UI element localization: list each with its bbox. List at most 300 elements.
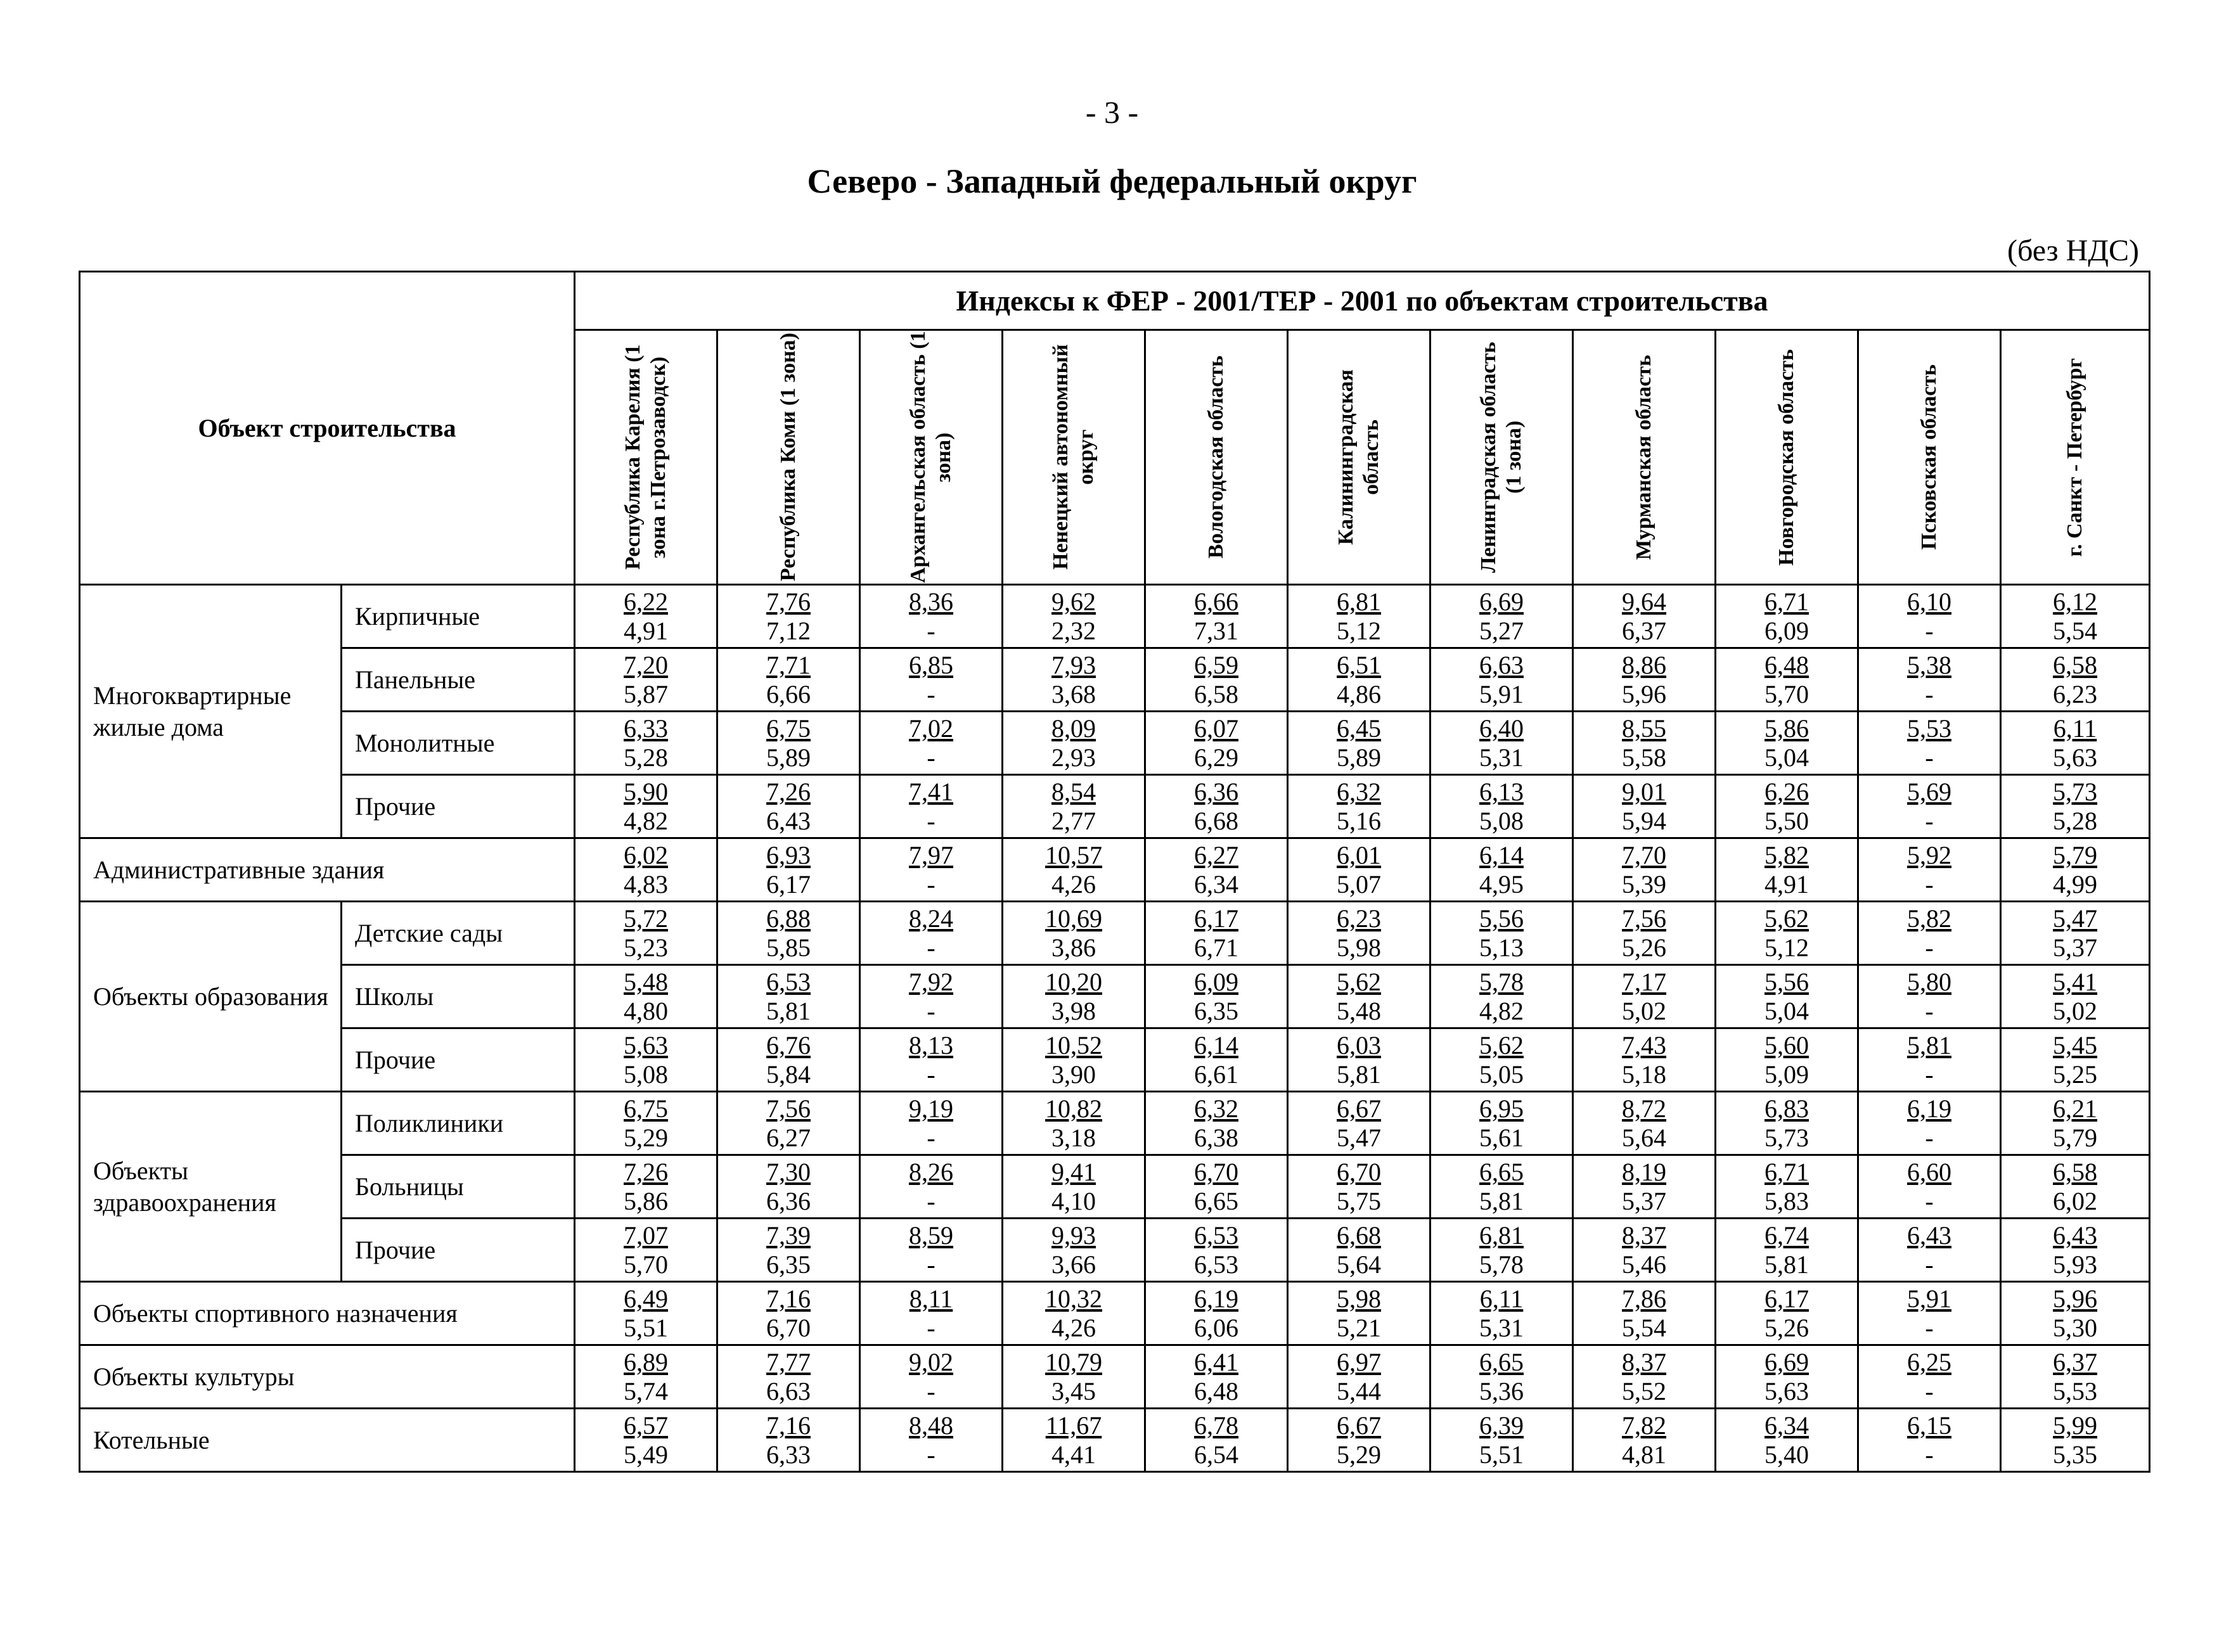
index-cell — [1573, 1219, 1716, 1282]
index-cell — [1288, 712, 1430, 775]
index-ter-value: 4,99 — [2053, 869, 2098, 899]
index-fer-value: 6,22 — [624, 587, 669, 617]
index-ter-value: 4,82 — [1479, 996, 1524, 1025]
index-cell — [717, 1155, 860, 1219]
index-fer-value: 6,78 — [1194, 1411, 1239, 1440]
index-ter-value: 2,32 — [1051, 616, 1096, 645]
index-fer-value: 6,69 — [1764, 1348, 1809, 1377]
index-fer-value: 6,14 — [1194, 1031, 1239, 1060]
index-cell — [1430, 838, 1573, 902]
index-fer-value: 7,39 — [766, 1221, 811, 1250]
region-label: Республика Карелия (1 зона г.Петрозаводск) — [620, 344, 671, 570]
index-cell — [2001, 1282, 2150, 1345]
index-cell — [2001, 1028, 2150, 1092]
index-cell — [1288, 902, 1430, 965]
table-row — [80, 965, 2150, 1028]
index-fer-value: 9,62 — [1051, 587, 1096, 617]
index-ter-value: 5,87 — [624, 679, 669, 708]
index-fer-value: 6,71 — [1764, 1158, 1809, 1187]
index-cell — [1716, 1282, 1858, 1345]
index-cell — [1430, 1345, 1573, 1409]
index-fer-value: 6,10 — [1907, 587, 1952, 617]
row-label: Котельные — [80, 1409, 575, 1472]
index-ter-value: 3,66 — [1051, 1250, 1096, 1279]
region-label: Вологодская область — [1204, 355, 1228, 559]
index-fer-value: 6,37 — [2053, 1348, 2098, 1377]
index-ter-value: 5,28 — [624, 743, 669, 772]
index-fer-value: 6,65 — [1479, 1158, 1524, 1187]
index-cell — [717, 1219, 860, 1282]
index-fer-value: 6,68 — [1337, 1221, 1382, 1250]
index-fer-value: 6,48 — [1764, 651, 1809, 680]
index-ter-value: - — [1925, 996, 1934, 1025]
table-row — [80, 838, 2150, 902]
index-cell — [1573, 1345, 1716, 1409]
index-cell — [1288, 1092, 1430, 1155]
table-row — [80, 712, 2150, 775]
index-cell — [575, 902, 717, 965]
region-label: Республика Коми (1 зона) — [776, 333, 800, 582]
index-ter-value: - — [1925, 1440, 1934, 1469]
index-ter-value: 6,53 — [1194, 1250, 1239, 1279]
index-ter-value: 6,66 — [766, 679, 811, 708]
index-ter-value: 4,86 — [1337, 679, 1382, 708]
index-ter-value: - — [1925, 869, 1934, 899]
index-ter-value: 5,48 — [1337, 996, 1382, 1025]
index-fer-value: 10,20 — [1045, 968, 1103, 997]
table-row — [80, 1155, 2150, 1219]
index-ter-value: 5,64 — [1622, 1123, 1667, 1152]
index-cell — [1003, 712, 1145, 775]
index-cell — [1858, 585, 2001, 648]
index-fer-value: 5,60 — [1764, 1031, 1809, 1060]
index-ter-value: 5,09 — [1764, 1060, 1809, 1089]
region-header — [1288, 330, 1430, 585]
index-fer-value: 5,79 — [2053, 841, 2098, 870]
row-label: Больницы — [342, 1155, 575, 1219]
index-cell — [1003, 838, 1145, 902]
index-ter-value: 6,29 — [1194, 743, 1239, 772]
index-cell — [1288, 965, 1430, 1028]
index-fer-value: 7,02 — [909, 714, 954, 743]
index-ter-value: 5,25 — [2053, 1060, 2098, 1089]
index-ter-value: - — [927, 1376, 935, 1405]
index-cell — [1145, 1409, 1288, 1472]
index-fer-value: 6,23 — [1337, 904, 1382, 933]
index-cell — [1430, 1409, 1573, 1472]
region-header — [1716, 330, 1858, 585]
index-ter-value: 5,70 — [1764, 679, 1809, 708]
index-fer-value: 9,02 — [909, 1348, 954, 1377]
region-header — [1430, 330, 1573, 585]
index-cell — [1858, 1219, 2001, 1282]
index-ter-value: - — [1925, 1313, 1934, 1342]
index-fer-value: 6,01 — [1337, 841, 1382, 870]
index-ter-value: 5,70 — [624, 1250, 669, 1279]
index-cell — [1003, 1219, 1145, 1282]
index-cell — [1430, 585, 1573, 648]
region-header — [717, 330, 860, 585]
index-fer-value: 6,12 — [2053, 587, 2098, 617]
index-cell — [1430, 712, 1573, 775]
index-fer-value: 6,09 — [1194, 968, 1239, 997]
index-ter-value: 3,18 — [1051, 1123, 1096, 1152]
index-fer-value: 6,45 — [1337, 714, 1382, 743]
index-cell — [860, 1092, 1003, 1155]
index-fer-value: 6,67 — [1337, 1411, 1382, 1440]
index-cell — [1716, 585, 1858, 648]
index-ter-value: 5,91 — [1479, 679, 1524, 708]
index-ter-value: - — [927, 1186, 935, 1215]
index-ter-value: 5,94 — [1622, 806, 1667, 835]
index-fer-value: 10,79 — [1045, 1348, 1103, 1377]
index-fer-value: 6,93 — [766, 841, 811, 870]
index-ter-value: 6,37 — [1622, 616, 1667, 645]
region-label: Калининградская область — [1334, 369, 1384, 546]
index-fer-value: 8,55 — [1622, 714, 1667, 743]
index-cell — [575, 965, 717, 1028]
index-ter-value: 5,89 — [1337, 743, 1382, 772]
index-cell — [1145, 775, 1288, 838]
region-header — [1003, 330, 1145, 585]
index-cell — [717, 1028, 860, 1092]
index-ter-value: 5,64 — [1337, 1250, 1382, 1279]
index-cell — [1716, 1219, 1858, 1282]
table-row — [80, 1092, 2150, 1155]
index-cell — [1145, 1345, 1288, 1409]
index-cell — [1003, 1028, 1145, 1092]
index-fer-value: 7,16 — [766, 1284, 811, 1314]
region-label: Псковская область — [1917, 364, 1941, 550]
index-cell — [1430, 902, 1573, 965]
index-ter-value: - — [1925, 1123, 1934, 1152]
index-cell — [2001, 902, 2150, 965]
index-cell — [1716, 775, 1858, 838]
index-ter-value: 6,27 — [766, 1123, 811, 1152]
index-ter-value: 5,37 — [1622, 1186, 1667, 1215]
index-ter-value: 5,78 — [1479, 1250, 1524, 1279]
region-header — [1858, 330, 2001, 585]
index-fer-value: 6,02 — [624, 841, 669, 870]
row-label: Прочие — [342, 1219, 575, 1282]
table-row — [80, 1345, 2150, 1409]
index-fer-value: 6,66 — [1194, 587, 1239, 617]
index-fer-value: 8,09 — [1051, 714, 1096, 743]
index-fer-value: 6,14 — [1479, 841, 1524, 870]
index-ter-value: 6,48 — [1194, 1376, 1239, 1405]
index-ter-value: 4,26 — [1051, 869, 1096, 899]
index-fer-value: 6,19 — [1907, 1094, 1952, 1124]
index-fer-value: 6,81 — [1479, 1221, 1524, 1250]
index-cell — [1145, 965, 1288, 1028]
index-ter-value: - — [927, 1123, 935, 1152]
index-ter-value: - — [1925, 933, 1934, 962]
index-ter-value: 5,50 — [1764, 806, 1809, 835]
index-fer-value: 7,86 — [1622, 1284, 1667, 1314]
index-fer-value: 6,49 — [624, 1284, 669, 1314]
index-fer-value: 6,67 — [1337, 1094, 1382, 1124]
index-ter-value: 5,04 — [1764, 743, 1809, 772]
index-fer-value: 7,71 — [766, 651, 811, 680]
index-cell — [2001, 585, 2150, 648]
index-cell — [717, 648, 860, 712]
index-ter-value: 3,90 — [1051, 1060, 1096, 1089]
index-cell — [575, 1092, 717, 1155]
index-cell — [1288, 1409, 1430, 1472]
index-ter-value: 6,23 — [2053, 679, 2098, 708]
index-cell — [1003, 648, 1145, 712]
index-cell — [1573, 1282, 1716, 1345]
index-fer-value: 6,15 — [1907, 1411, 1952, 1440]
index-fer-value: 5,72 — [624, 904, 669, 933]
index-fer-value: 6,21 — [2053, 1094, 2098, 1124]
index-ter-value: 6,43 — [766, 806, 811, 835]
index-ter-value: 5,02 — [1622, 996, 1667, 1025]
index-fer-value: 7,43 — [1622, 1031, 1667, 1060]
index-fer-value: 5,41 — [2053, 968, 2098, 997]
index-cell — [1288, 1345, 1430, 1409]
index-fer-value: 7,17 — [1622, 968, 1667, 997]
index-fer-value: 9,01 — [1622, 778, 1667, 807]
table-row — [80, 1409, 2150, 1472]
index-cell — [1573, 838, 1716, 902]
index-fer-value: 5,80 — [1907, 968, 1952, 997]
index-fer-value: 6,17 — [1194, 904, 1239, 933]
index-cell — [1145, 902, 1288, 965]
table-row — [80, 1282, 2150, 1345]
index-cell — [860, 1409, 1003, 1472]
index-ter-value: 6,35 — [766, 1250, 811, 1279]
index-ter-value: 3,68 — [1051, 679, 1096, 708]
index-ter-value: 4,82 — [624, 806, 669, 835]
index-cell — [1430, 1028, 1573, 1092]
index-cell — [1716, 1028, 1858, 1092]
index-fer-value: 10,57 — [1045, 841, 1103, 870]
index-cell — [1003, 1155, 1145, 1219]
row-label: Монолитные — [342, 712, 575, 775]
index-fer-value: 6,51 — [1337, 651, 1382, 680]
index-ter-value: 6,02 — [2053, 1186, 2098, 1215]
index-cell — [1145, 1282, 1288, 1345]
index-fer-value: 5,81 — [1907, 1031, 1952, 1060]
index-cell — [1003, 775, 1145, 838]
index-ter-value: 2,93 — [1051, 743, 1096, 772]
index-cell — [575, 585, 717, 648]
index-cell — [860, 648, 1003, 712]
index-fer-value: 6,39 — [1479, 1411, 1524, 1440]
row-label: Панельные — [342, 648, 575, 712]
index-ter-value: 5,81 — [1764, 1250, 1809, 1279]
index-cell — [1145, 838, 1288, 902]
index-ter-value: 5,31 — [1479, 1313, 1524, 1342]
index-fer-value: 5,73 — [2053, 778, 2098, 807]
index-fer-value: 8,26 — [909, 1158, 954, 1187]
index-fer-value: 7,26 — [624, 1158, 669, 1187]
index-ter-value: 5,58 — [1622, 743, 1667, 772]
index-fer-value: 6,89 — [624, 1348, 669, 1377]
index-cell — [1430, 1282, 1573, 1345]
index-ter-value: - — [1925, 1186, 1934, 1215]
table-row — [80, 585, 2150, 648]
index-ter-value: 5,46 — [1622, 1250, 1667, 1279]
index-ter-value: - — [1925, 1376, 1934, 1405]
index-cell — [860, 775, 1003, 838]
index-ter-value: 5,84 — [766, 1060, 811, 1089]
index-ter-value: 5,16 — [1337, 806, 1382, 835]
index-fer-value: 6,34 — [1764, 1411, 1809, 1440]
index-cell — [575, 1219, 717, 1282]
index-fer-value: 11,67 — [1045, 1411, 1102, 1440]
index-ter-value: - — [927, 806, 935, 835]
index-ter-value: 6,09 — [1764, 616, 1809, 645]
index-cell — [1573, 585, 1716, 648]
index-fer-value: 7,16 — [766, 1411, 811, 1440]
index-ter-value: 4,80 — [624, 996, 669, 1025]
index-ter-value: 5,39 — [1622, 869, 1667, 899]
index-fer-value: 5,48 — [624, 968, 669, 997]
index-fer-value: 9,41 — [1051, 1158, 1096, 1187]
index-ter-value: 6,34 — [1194, 869, 1239, 899]
index-fer-value: 6,03 — [1337, 1031, 1382, 1060]
row-label: Объекты спортивного назначения — [80, 1282, 575, 1345]
index-cell — [1858, 902, 2001, 965]
index-cell — [1858, 1282, 2001, 1345]
index-cell — [860, 1345, 1003, 1409]
index-cell — [717, 775, 860, 838]
region-label: Ненецкий автономный округ — [1048, 344, 1098, 570]
index-ter-value: 5,26 — [1764, 1313, 1809, 1342]
index-fer-value: 8,11 — [909, 1284, 953, 1314]
index-fer-value: 8,48 — [909, 1411, 954, 1440]
index-cell — [1716, 838, 1858, 902]
index-fer-value: 5,86 — [1764, 714, 1809, 743]
index-ter-value: - — [927, 869, 935, 899]
index-fer-value: 10,69 — [1045, 904, 1103, 933]
index-fer-value: 7,93 — [1051, 651, 1096, 680]
region-label: Ленинградская область (1 зона) — [1476, 342, 1526, 573]
index-ter-value: 6,63 — [766, 1376, 811, 1405]
index-ter-value: 5,05 — [1479, 1060, 1524, 1089]
index-ter-value: 6,68 — [1194, 806, 1239, 835]
region-label: Архангельская область (1 зона) — [906, 331, 956, 584]
index-cell — [575, 1282, 717, 1345]
index-cell — [1858, 712, 2001, 775]
index-ter-value: - — [1925, 1060, 1934, 1089]
index-cell — [1288, 585, 1430, 648]
index-cell — [1573, 1092, 1716, 1155]
index-ter-value: 5,08 — [1479, 806, 1524, 835]
index-ter-value: 5,18 — [1622, 1060, 1667, 1089]
row-label: Кирпичные — [342, 585, 575, 648]
index-ter-value: 5,81 — [1337, 1060, 1382, 1089]
index-fer-value: 6,69 — [1479, 587, 1524, 617]
index-ter-value: 5,86 — [624, 1186, 669, 1215]
index-fer-value: 6,81 — [1337, 587, 1382, 617]
index-fer-value: 6,58 — [2053, 1158, 2098, 1187]
index-ter-value: 6,54 — [1194, 1440, 1239, 1469]
index-fer-value: 6,57 — [624, 1411, 669, 1440]
index-fer-value: 10,52 — [1045, 1031, 1103, 1060]
index-fer-value: 6,40 — [1479, 714, 1524, 743]
index-fer-value: 5,56 — [1479, 904, 1524, 933]
index-fer-value: 5,62 — [1479, 1031, 1524, 1060]
index-ter-value: 4,95 — [1479, 869, 1524, 899]
index-fer-value: 7,26 — [766, 778, 811, 807]
index-cell — [1858, 1345, 2001, 1409]
group-label: Многоквартирные жилые дома — [80, 585, 342, 838]
group-label: Объекты образования — [80, 902, 342, 1092]
index-fer-value: 5,90 — [624, 778, 669, 807]
index-ter-value: - — [927, 679, 935, 708]
index-ter-value: - — [1925, 806, 1934, 835]
index-cell — [860, 965, 1003, 1028]
index-ter-value: 5,93 — [2053, 1250, 2098, 1279]
index-fer-value: 6,43 — [1907, 1221, 1952, 1250]
index-ter-value: 5,04 — [1764, 996, 1809, 1025]
index-fer-value: 6,59 — [1194, 651, 1239, 680]
index-cell — [1430, 1219, 1573, 1282]
index-fer-value: 8,37 — [1622, 1348, 1667, 1377]
index-ter-value: 5,36 — [1479, 1376, 1524, 1405]
row-label: Административные здания — [80, 838, 575, 902]
index-cell — [1430, 965, 1573, 1028]
index-ter-value: 5,29 — [624, 1123, 669, 1152]
index-fer-value: 6,74 — [1764, 1221, 1809, 1250]
index-fer-value: 6,60 — [1907, 1158, 1952, 1187]
index-cell — [1858, 648, 2001, 712]
index-cell — [1573, 775, 1716, 838]
index-cell — [1858, 1409, 2001, 1472]
index-ter-value: - — [1925, 679, 1934, 708]
index-fer-value: 6,26 — [1764, 778, 1809, 807]
index-cell — [1716, 712, 1858, 775]
index-cell — [2001, 1345, 2150, 1409]
index-ter-value: 5,74 — [624, 1376, 669, 1405]
index-cell — [2001, 965, 2150, 1028]
index-ter-value: 5,61 — [1479, 1123, 1524, 1152]
index-fer-value: 8,13 — [909, 1031, 954, 1060]
index-cell — [1145, 712, 1288, 775]
index-cell — [1145, 1219, 1288, 1282]
index-ter-value: - — [1925, 1250, 1934, 1279]
index-ter-value: 5,54 — [2053, 616, 2098, 645]
row-label: Объекты культуры — [80, 1345, 575, 1409]
index-fer-value: 6,17 — [1764, 1284, 1809, 1314]
index-cell — [2001, 1092, 2150, 1155]
index-fer-value: 6,53 — [766, 968, 811, 997]
index-ter-value: 6,71 — [1194, 933, 1239, 962]
region-label: Новгородская область — [1774, 349, 1798, 566]
index-cell — [2001, 712, 2150, 775]
index-ter-value: 5,54 — [1622, 1313, 1667, 1342]
index-ter-value: 4,91 — [1764, 869, 1809, 899]
region-header — [860, 330, 1003, 585]
index-fer-value: 9,19 — [909, 1094, 954, 1124]
index-fer-value: 6,58 — [2053, 651, 2098, 680]
index-cell — [717, 712, 860, 775]
index-cell — [717, 1282, 860, 1345]
index-cell — [1003, 1092, 1145, 1155]
index-ter-value: 4,81 — [1622, 1440, 1667, 1469]
index-fer-value: 6,41 — [1194, 1348, 1239, 1377]
index-ter-value: 5,35 — [2053, 1440, 2098, 1469]
index-fer-value: 8,59 — [909, 1221, 954, 1250]
index-cell — [1288, 1282, 1430, 1345]
row-label: Поликлиники — [342, 1092, 575, 1155]
index-ter-value: 5,81 — [1479, 1186, 1524, 1215]
index-fer-value: 5,45 — [2053, 1031, 2098, 1060]
index-ter-value: 7,12 — [766, 616, 811, 645]
